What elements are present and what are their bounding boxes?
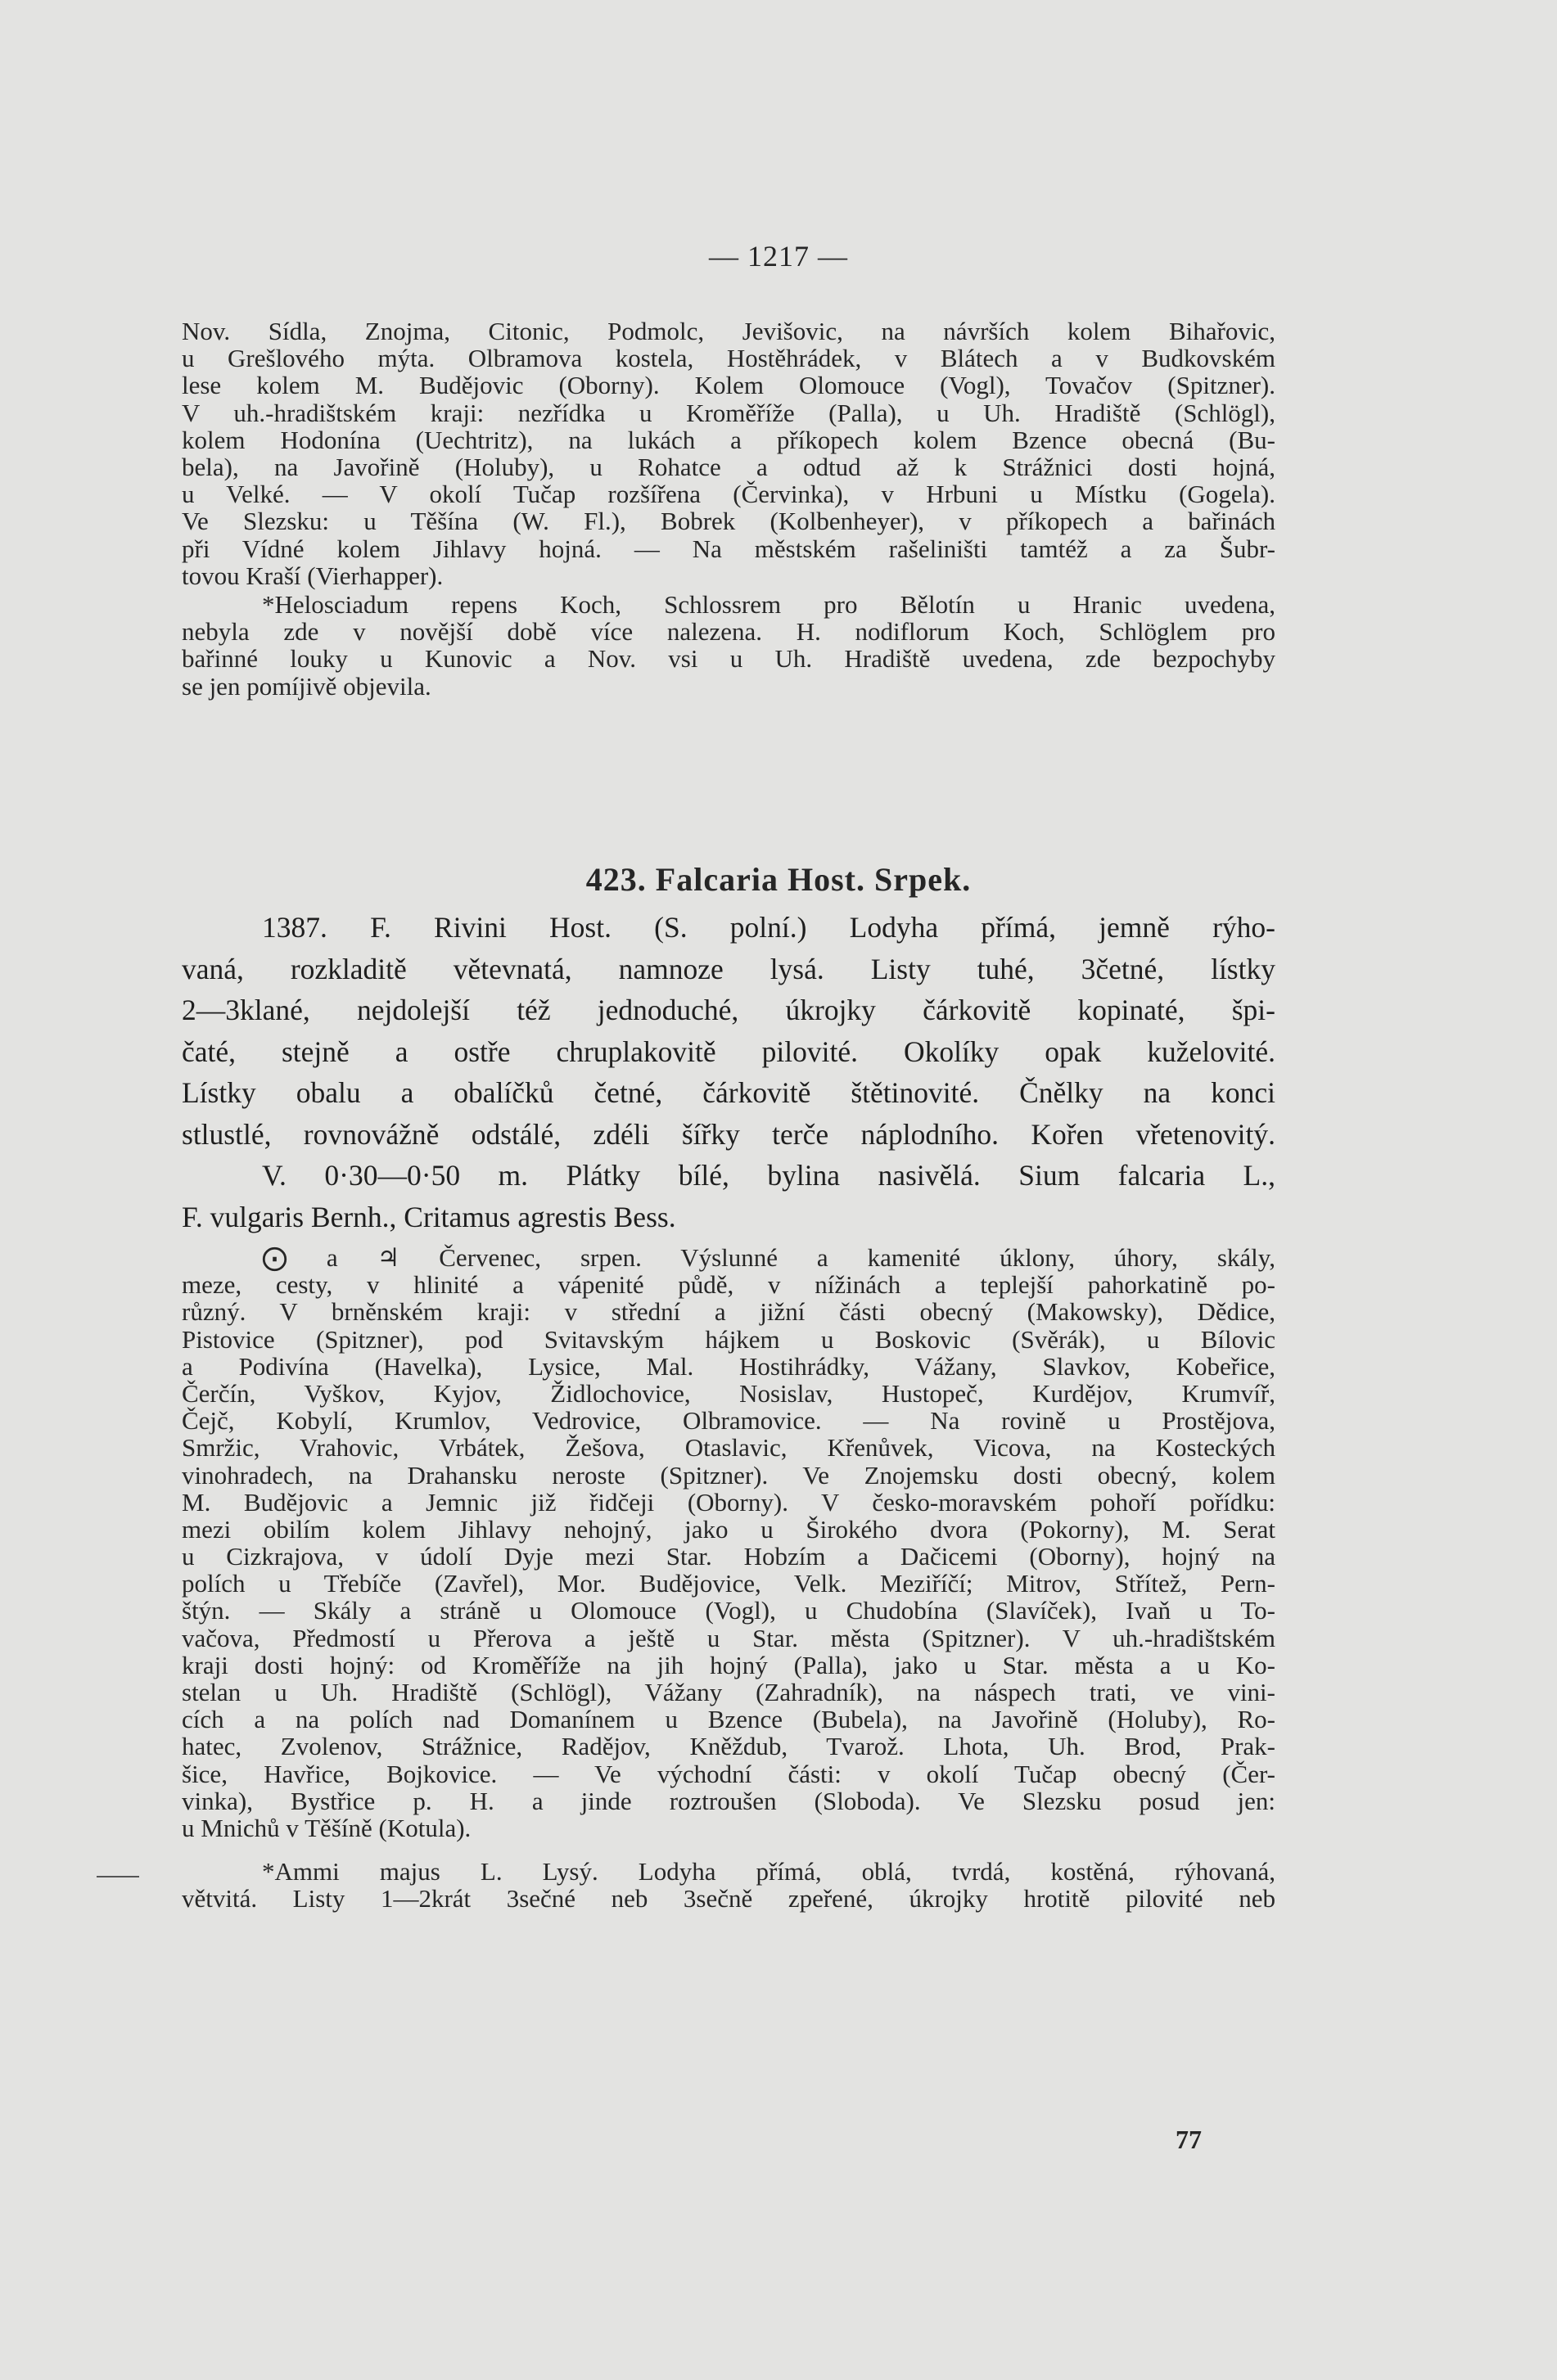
signature-mark: 77	[1176, 2125, 1202, 2154]
text-line: štýn. — Skály a stráně u Olomouce (Vogl), u Chudobína (Slavíček), Ivaň u To-	[182, 1596, 1275, 1625]
text-line: stlustlé, rovnovážně odstálé, zdéli šířky terče náplodního. Kořen vřetenovitý.	[182, 1117, 1275, 1151]
text-line: V. 0·30—0·50 m. Plátky bílé, bylina nasivělá. Sium falcaria L.,	[262, 1159, 1275, 1192]
text-line: větvitá. Listy 1—2krát 3sečné neb 3sečně zpeřené, úkrojky hrotitě pilovité neb	[182, 1884, 1275, 1913]
page-number: — 1217 —	[709, 240, 848, 273]
text-line: vačova, Předmostí u Přerova a ještě u Star. města (Spitzner). V uh.-hradištském	[182, 1623, 1275, 1652]
text-line: vinohradech, na Drahansku neroste (Spitzner). Ve Znojemsku dosti obecný, kolem	[182, 1460, 1275, 1490]
text-line: u Mnichů v Těšíně (Kotula).	[182, 1813, 472, 1842]
genus-heading: 423. Falcaria Host. Srpek.	[585, 861, 972, 898]
text-line: *Helosciadum repens Koch, Schlossrem pro Bělotín u Hranic uvedena,	[262, 590, 1275, 619]
text-line: Čerčín, Vyškov, Kyjov, Židlochovice, Nosislav, Hustopeč, Kurdějov, Krumvíř,	[182, 1378, 1275, 1408]
text-line: bařinné louky u Kunovic a Nov. vsi u Uh. Hradiště uvedena, zde bezpochyby	[182, 644, 1275, 674]
text-line: Lístky obalu a obalíčků četné, čárkovitě štětinovité. Čnělky na konci	[182, 1076, 1275, 1109]
text-line: F. vulgaris Bernh., Critamus agrestis Bess.	[182, 1200, 676, 1233]
margin-mark	[97, 1876, 139, 1877]
text-line: vinka), Bystřice p. H. a jinde roztroušen (Sloboda). Ve Slezsku posud jen:	[182, 1786, 1275, 1815]
text-line: bela), na Javořině (Holuby), u Rohatce a odtud až k Strážnici dosti hojná,	[182, 452, 1275, 481]
text-line: Nov. Sídla, Znojma, Citonic, Podmolc, Jevišovic, na návrších kolem Bihařovic,	[182, 317, 1275, 345]
text-line: ⨀ a ♃ Červenec, srpen. Výslunné a kamenité úklony, úhory, skály,	[262, 1243, 1275, 1272]
text-line: Ve Slezsku: u Těšína (W. Fl.), Bobrek (Kolbenheyer), v příkopech a bařinách	[182, 507, 1275, 536]
text-line: 2—3klané, nejdolejší též jednoduché, úkrojky čárkovitě kopinaté, špi-	[182, 994, 1275, 1026]
text-line: u Cizkrajova, v údolí Dyje mezi Star. Hobzím a Dačicemi (Oborny), hojný na	[182, 1542, 1275, 1571]
text-line: polích u Třebíče (Zavřel), Mor. Budějovice, Velk. Meziříčí; Mitrov, Střítež, Pern-	[182, 1569, 1275, 1598]
text-line: stelan u Uh. Hradiště (Schlögl), Vážany (Zahradník), na náspech trati, ve vini-	[182, 1678, 1275, 1706]
text-line: u Grešlového mýta. Olbramova kostela, Hostěhrádek, v Blátech a v Budkovském	[182, 344, 1275, 373]
text-line: čaté, stejně a ostře chruplakovitě pilovité. Okolíky opak kuželovité.	[182, 1034, 1275, 1068]
text-line: M. Budějovic a Jemnic již řidčeji (Oborny). V česko-moravském pohoří pořídku:	[182, 1487, 1275, 1517]
text-line: cích a na polích nad Domanínem u Bzence (Bubela), na Javořině (Holuby), Ro-	[182, 1705, 1275, 1734]
text-line: a Podivína (Havelka), Lysice, Mal. Hostihrádky, Vážany, Slavkov, Kobeřice,	[182, 1351, 1275, 1381]
text-line: šice, Havřice, Bojkovice. — Ve východní části: v okolí Tučap obecný (Čer-	[182, 1759, 1275, 1788]
text-line: lese kolem M. Budějovic (Oborny). Kolem Olomouce (Vogl), Tovačov (Spitzner).	[182, 371, 1275, 400]
helosciadum-note	[182, 591, 1275, 700]
text-line: Čejč, Kobylí, Krumlov, Vedrovice, Olbramovice. — Na rovině u Prostějova,	[182, 1406, 1275, 1436]
text-line: vaná, rozkladitě větevnatá, namnoze lysá. Listy tuhé, 3četné, lístky	[182, 952, 1275, 985]
text-line: V uh.-hradištském kraji: nezřídka u Kroměříže (Palla), u Uh. Hradiště (Schlögl),	[182, 398, 1275, 427]
text-line: nebyla zde v novější době více nalezena. H. nodiflorum Koch, Schlöglem pro	[182, 617, 1275, 647]
text-line: mezi obilím kolem Jihlavy nehojný, jako u Širokého dvora (Pokorny), M. Serat	[182, 1514, 1275, 1544]
text-line: hatec, Zvolenov, Strážnice, Radějov, Kněždub, Tvarož. Lhota, Uh. Brod, Prak-	[182, 1732, 1275, 1761]
text-line: kraji dosti hojný: od Kroměříže na jih hojný (Palla), jako u Star. města a u Ko-	[182, 1650, 1275, 1679]
text-line: u Velké. — V okolí Tučap rozšířena (Červinka), v Hrbuni u Místku (Gogela).	[182, 480, 1275, 509]
text-line: Pistovice (Spitzner), pod Svitavským hájkem u Boskovic (Svěrák), u Bílovic	[182, 1324, 1275, 1354]
text-line: při Vídné kolem Jihlavy hojná. — Na městském rašeliništi tamtéž a za Šubr-	[182, 534, 1275, 563]
text-line: různý. V brněnském kraji: v střední a jižní části obecný (Makowsky), Dědice,	[182, 1297, 1275, 1327]
text-line: Smržic, Vrahovic, Vrbátek, Žešova, Otaslavic, Křenůvek, Vicova, na Kosteckých	[182, 1433, 1275, 1463]
text-line: 1387. F. Rivini Host. (S. polní.) Lodyha přímá, jemně rýho-	[262, 911, 1275, 944]
habitat-paragraph	[182, 1244, 1275, 1841]
distribution-paragraph	[182, 318, 1275, 589]
text-line: kolem Hodonína (Uechtritz), na lukách a příkopech kolem Bzence obecná (Bu-	[182, 425, 1275, 454]
text-line: se jen pomíjivě objevila.	[182, 671, 431, 701]
ammi-majus-note	[182, 1858, 1275, 1912]
text-line: *Ammi majus L. Lysý. Lodyha přímá, oblá, tvrdá, kostěná, rýhovaná,	[262, 1857, 1275, 1886]
text-line: meze, cesty, v hlinité a vápenité půdě, v nížinách a teplejší pahorkatině po-	[182, 1270, 1275, 1300]
text-line: tovou Kraší (Vierhapper).	[182, 561, 444, 590]
species-description	[182, 907, 1275, 1237]
